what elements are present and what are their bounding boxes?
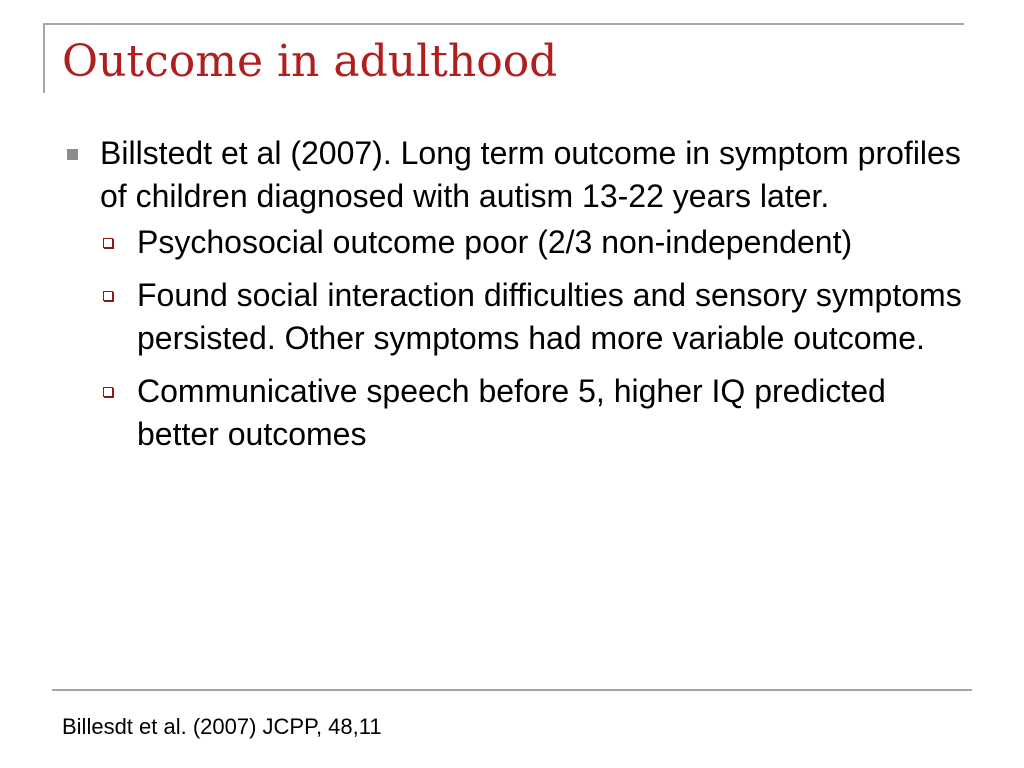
bullet-text: Billstedt et al (2007). Long term outcome in symptom profiles of children diagnosed with autism 13-22 years later. <box>100 135 961 214</box>
bullet-item <box>62 132 967 218</box>
hollow-square-bullet-icon <box>103 291 113 301</box>
hollow-square-bullet-icon <box>103 387 113 397</box>
sub-bullet-list <box>62 221 967 456</box>
slide-title: Outcome in adulthood <box>62 36 558 87</box>
sub-bullet-text: Communicative speech before 5, higher IQ predicted better outcomes <box>137 373 886 452</box>
sub-bullet-item <box>62 274 967 360</box>
slide-body <box>62 132 967 466</box>
left-rule <box>43 23 45 93</box>
hollow-square-bullet-icon <box>103 238 113 248</box>
footer-citation: Billesdt et al. (2007) JCPP, 48,11 <box>62 714 382 739</box>
sub-bullet-text: Psychosocial outcome poor (2/3 non-independent) <box>137 224 853 260</box>
sub-bullet-item <box>62 221 967 264</box>
top-rule <box>43 23 964 25</box>
sub-bullet-text: Found social interaction difficulties and sensory symptoms persisted. Other symptoms had more variable outcome. <box>137 277 962 356</box>
footer-rule <box>52 689 972 691</box>
filled-square-bullet-icon <box>67 149 78 160</box>
sub-bullet-item <box>62 370 967 456</box>
